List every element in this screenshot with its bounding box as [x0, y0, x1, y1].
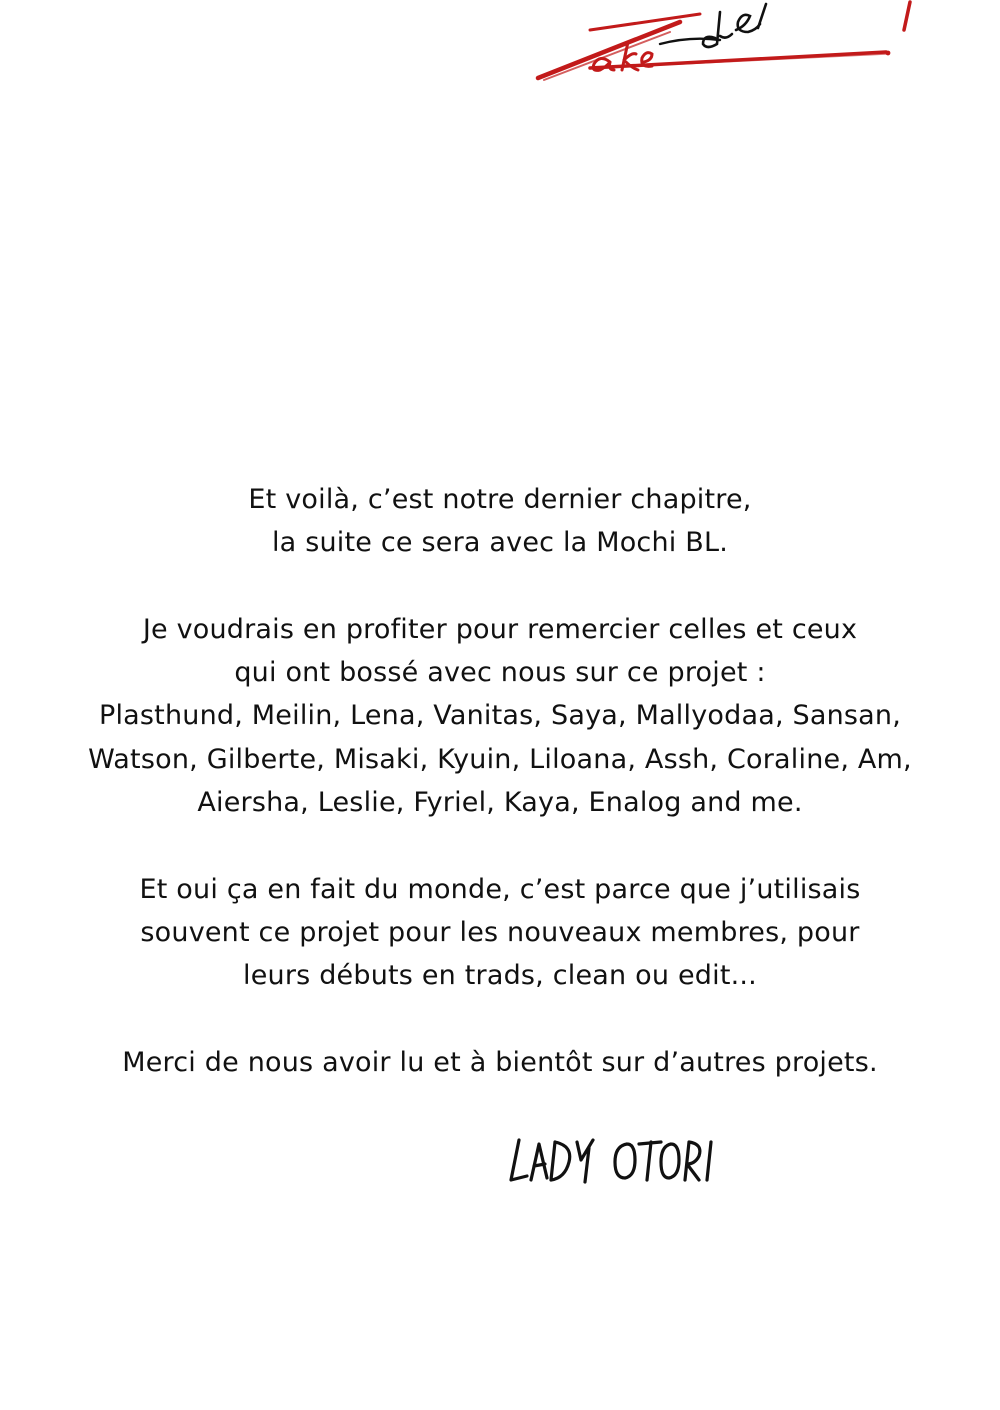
letter-line: qui ont bossé avec nous sur ce projet :	[234, 657, 766, 689]
team-logo-graphic	[530, 0, 930, 90]
letter-line: Et voilà, c’est notre dernier chapitre,	[248, 484, 752, 515]
team-logo	[530, 0, 930, 90]
letter-line: Watson, Gilberte, Misaki, Kyuin, Liloana, Assh, Coraline, Am,	[88, 743, 912, 775]
letter-paragraph	[0, 478, 1000, 565]
signature-graphic	[505, 1130, 720, 1190]
letter-paragraph	[0, 1041, 1000, 1084]
letter-line: leurs débuts en trads, clean ou edit...	[243, 960, 757, 992]
letter-line: Plasthund, Meilin, Lena, Vanitas, Saya, Mallyodaa, Sansan,	[98, 700, 902, 732]
letter-paragraph	[0, 868, 1000, 998]
letter-line: Et oui ça en fait du monde, c’est parce que j’utilisais	[139, 873, 861, 905]
signature	[505, 1130, 720, 1190]
letter-line: Merci de nous avoir lu et à bientôt sur d’autres projets.	[122, 1046, 878, 1078]
letter-line: Aiersha, Leslie, Fyriel, Kaya, Enalog and me.	[197, 787, 803, 819]
letter-line: Je voudrais en profiter pour remercier celles et ceux	[142, 613, 858, 645]
letter-line: la suite ce sera avec la Mochi BL.	[271, 527, 729, 559]
letter-line: souvent ce projet pour les nouveaux membres, pour	[140, 916, 860, 948]
letter-body	[0, 478, 1000, 1084]
letter-paragraph	[0, 608, 1000, 824]
